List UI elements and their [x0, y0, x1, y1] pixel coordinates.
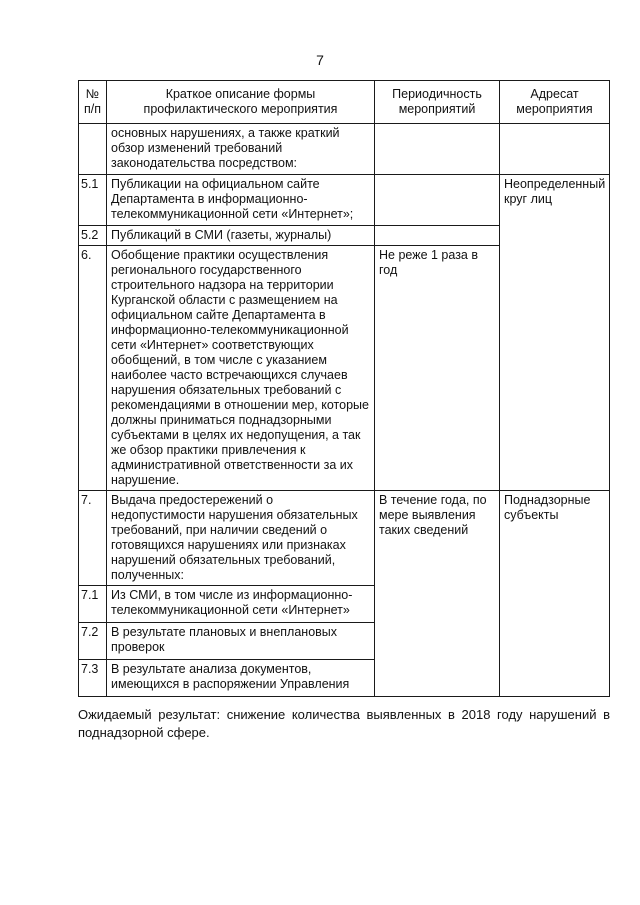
table-row [79, 491, 610, 586]
row-description: основных нарушениях, а также краткий обзор изменений требований законодательства посредством: [107, 124, 375, 175]
header-periodicity: Периодичность мероприятий [375, 81, 500, 124]
row-num: 7.1 [79, 586, 107, 623]
header-num: № п/п [79, 81, 107, 124]
header-description: Краткое описание формы профилактического мероприятия [107, 81, 375, 124]
row-num: 7. [79, 491, 107, 586]
table-row [79, 175, 610, 226]
row-num: 6. [79, 246, 107, 491]
row-num: 5.2 [79, 226, 107, 246]
row-description: В результате плановых и внеплановых проверок [107, 623, 375, 660]
table-header-row [79, 81, 610, 124]
row-num: 5.1 [79, 175, 107, 226]
header-addressee: Адресат мероприятия [500, 81, 610, 124]
row-num: 7.3 [79, 660, 107, 697]
measures-table [78, 80, 610, 697]
row-num [79, 124, 107, 175]
addressee-indefinite: Неопределенный круг лиц [500, 175, 610, 491]
periodicity-yearly: Не реже 1 раза в год [375, 246, 500, 491]
row-description: Выдача предостережений о недопустимости нарушения обязательных требований, при наличии сведений о готовящихся нарушениях или признаках нарушений обязательных требований, полученных: [107, 491, 375, 586]
row-description: Публикации на официальном сайте Департамента в информационно-телекоммуникационной сети «Интернет»; [107, 175, 375, 226]
row-description: Обобщение практики осуществления регионального государственного строительного надзора на территории Курганской области с размещением на официальном сайте Департамента в информационно-телекоммуникационной сети «Интернет» соответствующих обобщений, в том числе с указанием наиболее часто встречающихся случаев нарушения обязательных требований с рекомендациями в отношении мер, которые должны приниматься поднадзорными субъектами в целях их недопущения, а так же обзор практики привлечения к административной ответственности за их нарушение. [107, 246, 375, 491]
row-periodicity-empty [375, 226, 500, 246]
row-description: В результате анализа документов, имеющихся в распоряжении Управления [107, 660, 375, 697]
row-num: 7.2 [79, 623, 107, 660]
row-periodicity-empty [375, 175, 500, 226]
row-description: Из СМИ, в том числе из информационно-телекоммуникационной сети «Интернет» [107, 586, 375, 623]
expected-result: Ожидаемый результат: снижение количества выявленных в 2018 году нарушений в поднадзорной сфере. [78, 707, 610, 740]
row-periodicity-empty [375, 124, 500, 175]
page-number: 7 [316, 52, 324, 68]
table-row [79, 124, 610, 175]
row-description: Публикаций в СМИ (газеты, журналы) [107, 226, 375, 246]
row-addressee-empty [500, 124, 610, 175]
addressee-subjects: Поднадзорные субъекты [500, 491, 610, 697]
periodicity-during-year: В течение года, по мере выявления таких сведений [375, 491, 500, 697]
